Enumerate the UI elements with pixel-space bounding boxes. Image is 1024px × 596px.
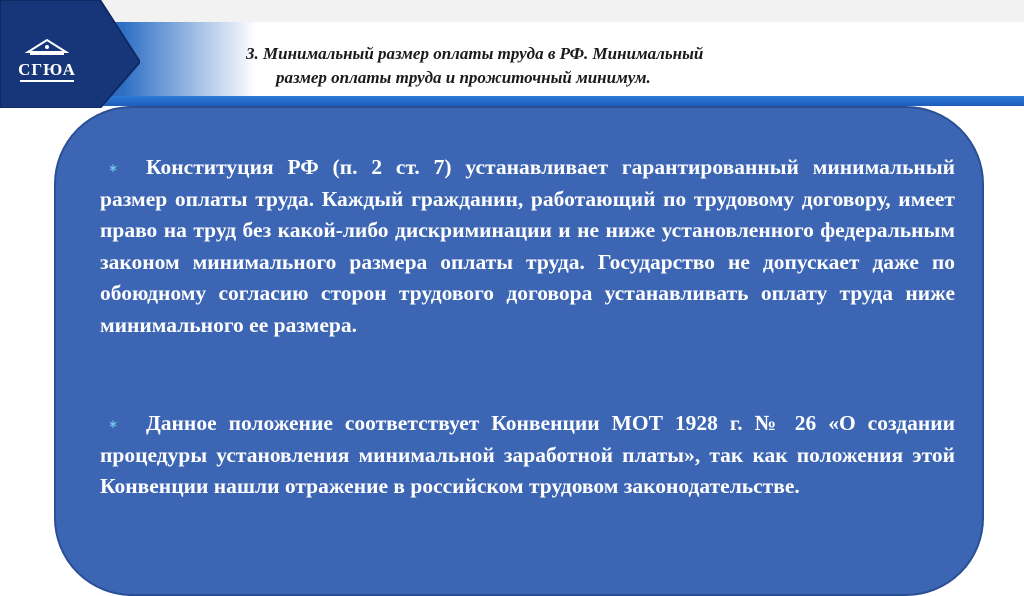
title-line-2: размер оплаты труда и прожиточный минимум. xyxy=(276,68,651,87)
bullet-icon: ∗ xyxy=(108,161,119,175)
logo xyxy=(0,0,140,108)
paragraph-constitution: Конституция РФ (п. 2 ст. 7) устанавливает гарантированный минимальный размер оплаты труда. Каждый гражданин, работающий по трудовому договору, имеет право на труд без какой-либо дискриминации и не ниже установленного федеральным законом минимального размера оплаты труда. Государство не допускает даже по обоюдному согласию сторон трудового договора устанавливать оплату труда ниже минимального ее размера. xyxy=(100,155,955,337)
logo-emblem-icon xyxy=(0,0,140,108)
header-divider xyxy=(0,96,1024,106)
bullet-icon: ∗ xyxy=(108,417,119,431)
paragraph-ilo-convention: Данное положение соответствует Конвенции МОТ 1928 г. № 26 «О создании процедуры установления минимальной заработной платы», так как положения этой Конвенции нашли отражение в российском трудовом законодательстве. xyxy=(100,411,955,498)
page-title xyxy=(160,42,960,90)
title-line-1: 3. Минимальный размер оплаты труда в РФ. Минимальный xyxy=(246,44,704,63)
top-strip xyxy=(0,0,1024,22)
logo-text: СГЮА xyxy=(18,60,76,79)
